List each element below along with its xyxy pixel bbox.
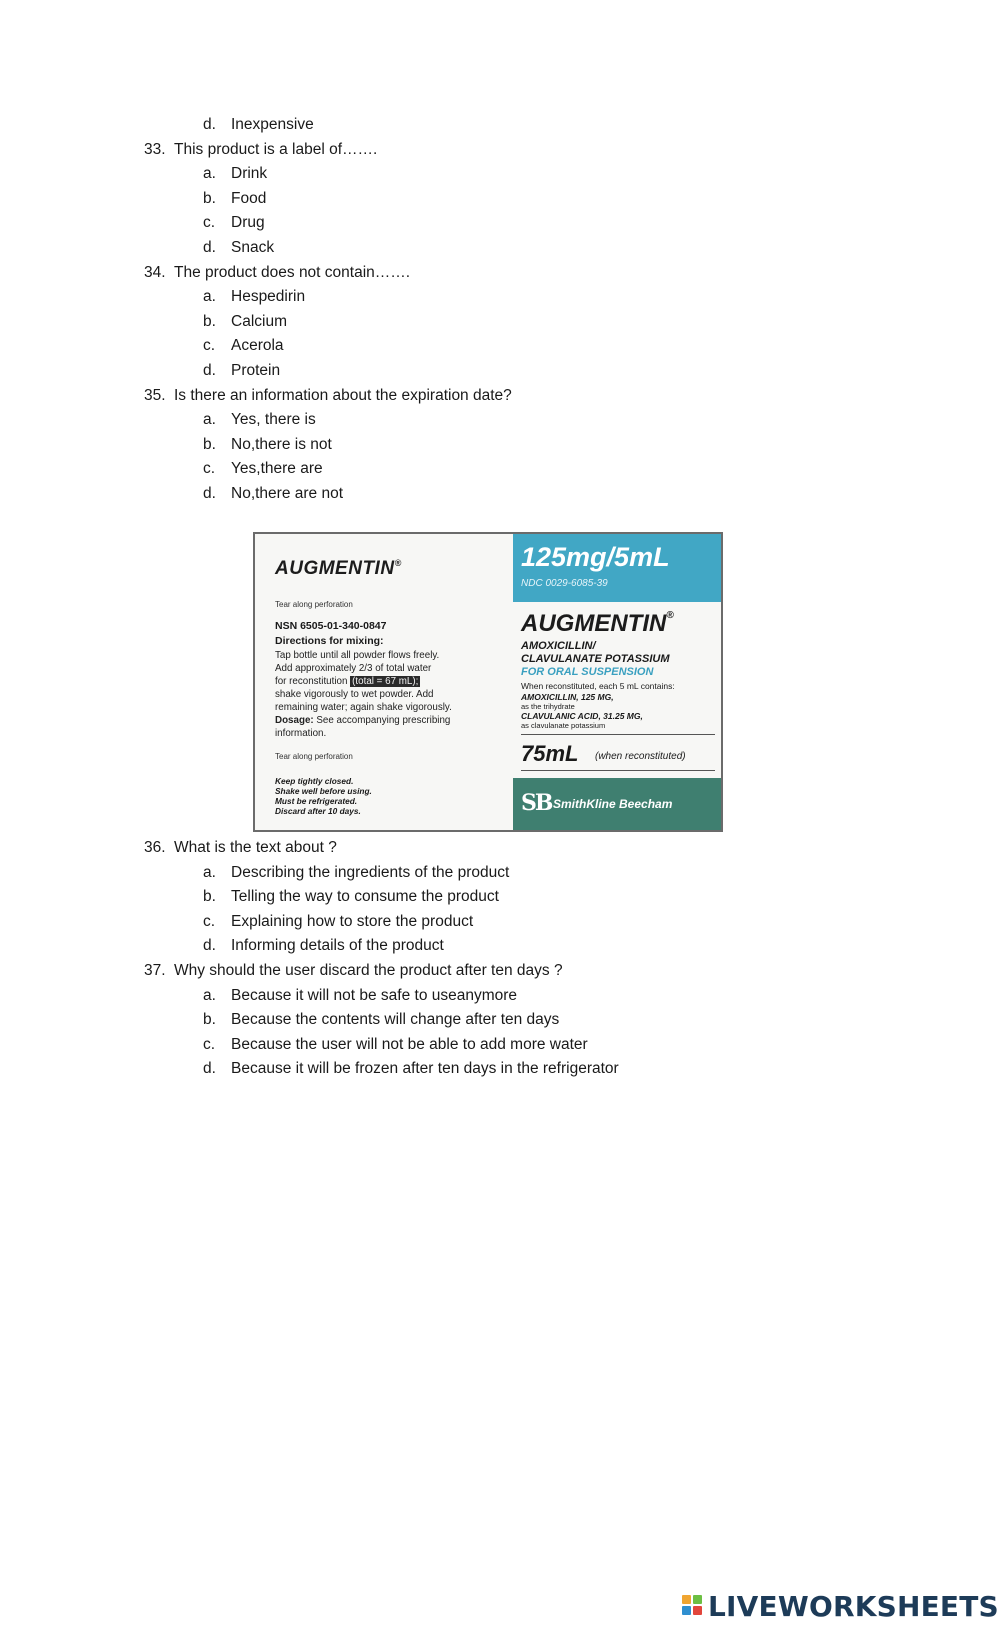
option-letter: d. xyxy=(203,937,216,955)
label-brand-left: AUGMENTIN® xyxy=(275,558,402,579)
direction-line: Add approximately 2/3 of total water xyxy=(275,663,432,674)
tear-note-top: Tear along perforation xyxy=(275,600,353,609)
manufacturer-box xyxy=(513,778,721,830)
option-letter: c. xyxy=(203,912,216,930)
option-letter: c. xyxy=(203,337,216,355)
option-letter: b. xyxy=(203,1011,216,1029)
option-letter: b. xyxy=(203,888,216,906)
clavulanic-note: as clavulanate potassium xyxy=(521,721,606,730)
option-letter: b. xyxy=(203,435,216,453)
option-text: Protein xyxy=(231,362,281,379)
clavulanic-amount: CLAVULANIC ACID, 31.25 MG, xyxy=(521,711,643,721)
option-text: Inexpensive xyxy=(231,116,314,133)
option-text: Describing the ingredients of the product xyxy=(231,863,510,881)
option-text: Because the contents will change after ten days xyxy=(231,1011,560,1029)
question-text: Why should the user discard the product after ten days ? xyxy=(174,962,563,979)
tear-note-bottom: Tear along perforation xyxy=(275,752,353,761)
option-letter: d. xyxy=(203,1060,216,1078)
nsn-number: NSN 6505-01-340-0847 xyxy=(275,620,387,632)
dosage-line-2: information. xyxy=(275,728,327,739)
amoxicillin-note: as the trihydrate xyxy=(521,702,575,711)
question-number: 33. xyxy=(144,140,166,158)
medicine-label-image xyxy=(253,532,723,832)
option-letter: c. xyxy=(203,214,216,232)
option-letter: a. xyxy=(203,288,216,306)
divider xyxy=(521,770,715,771)
total-water-highlight: (total = 67 mL); xyxy=(352,676,419,687)
dosage-form: FOR ORAL SUSPENSION xyxy=(521,666,654,678)
question-text: What is the text about ? xyxy=(174,839,337,856)
option-text: Acerola xyxy=(231,337,284,355)
option-letter: a. xyxy=(203,986,216,1004)
option-letter: b. xyxy=(203,312,216,330)
option-text: Explaining how to store the product xyxy=(231,912,474,930)
option-text: Yes, there is xyxy=(231,411,316,429)
question-number: 35. xyxy=(144,386,166,404)
storage-note: Discard after 10 days. xyxy=(275,806,361,816)
option-text: Because it will be frozen after ten days in the refrigerator xyxy=(231,1060,619,1078)
ndc-code: NDC 0029-6085-39 xyxy=(521,578,608,589)
option-text: No,there is not xyxy=(231,435,332,453)
sb-logo-icon: SB xyxy=(521,790,552,816)
question-number: 34. xyxy=(144,263,166,281)
option-text: Drug xyxy=(231,214,265,232)
dosage-line: Dosage: See accompanying prescribing xyxy=(275,715,451,726)
ingredient-line: AMOXICILLIN/ xyxy=(521,640,596,652)
ingredient-line: CLAVULANATE POTASSIUM xyxy=(521,653,670,665)
direction-line: for reconstitution (total = 67 mL); xyxy=(275,676,419,687)
option-letter: d. xyxy=(203,362,216,379)
reconstitution-heading: When reconstituted, each 5 mL contains: xyxy=(521,681,675,691)
question-text: This product is a label of……. xyxy=(174,140,378,158)
label-right-panel xyxy=(513,534,721,830)
option-letter: a. xyxy=(203,863,216,881)
label-brand-right: AUGMENTIN® xyxy=(521,610,674,637)
option-text: Hespedirin xyxy=(231,288,306,306)
option-letter: d. xyxy=(203,116,216,133)
question-text: Is there an information about the expiration date? xyxy=(174,386,512,404)
storage-note: Keep tightly closed. xyxy=(275,776,354,786)
question-text: The product does not contain……. xyxy=(174,263,411,281)
liveworksheets-logo-icon xyxy=(682,1595,704,1619)
option-text: Informing details of the product xyxy=(231,937,444,955)
storage-note: Shake well before using. xyxy=(275,786,372,796)
question-number: 36. xyxy=(144,839,166,856)
option-text: Because it will not be safe to useanymore xyxy=(231,986,518,1004)
volume-note: (when reconstituted) xyxy=(595,751,686,762)
option-text: Because the user will not be able to add more water xyxy=(231,1035,588,1053)
direction-line: remaining water; again shake vigorously. xyxy=(275,702,452,713)
option-letter: c. xyxy=(203,1035,216,1053)
option-letter: b. xyxy=(203,189,216,207)
option-text: Snack xyxy=(231,239,275,256)
option-text: Food xyxy=(231,189,267,207)
question-number: 37. xyxy=(144,962,166,979)
amoxicillin-amount: AMOXICILLIN, 125 MG, xyxy=(521,692,614,702)
strength-box xyxy=(513,534,721,602)
option-letter: c. xyxy=(203,460,216,478)
option-text: Calcium xyxy=(231,312,287,330)
option-letter: d. xyxy=(203,239,216,256)
storage-note: Must be refrigerated. xyxy=(275,796,358,806)
volume-text: 75mL xyxy=(521,741,579,766)
option-text: Telling the way to consume the product xyxy=(231,888,499,906)
option-text: Drink xyxy=(231,165,268,183)
option-letter: d. xyxy=(203,485,216,502)
option-letter: a. xyxy=(203,411,216,429)
strength-text: 125mg/5mL xyxy=(521,542,670,572)
direction-line: shake vigorously to wet powder. Add xyxy=(275,689,434,700)
option-text: Yes,there are xyxy=(231,460,323,478)
option-text: No,there are not xyxy=(231,485,344,502)
manufacturer-name: SmithKline Beecham xyxy=(553,797,673,811)
liveworksheets-wordmark: LIVEWORKSHEETS xyxy=(708,1590,999,1623)
direction-line: Tap bottle until all powder flows freely. xyxy=(275,650,440,661)
option-letter: a. xyxy=(203,165,216,183)
label-left-panel xyxy=(255,534,513,830)
directions-heading: Directions for mixing: xyxy=(275,635,384,647)
divider xyxy=(521,734,715,735)
